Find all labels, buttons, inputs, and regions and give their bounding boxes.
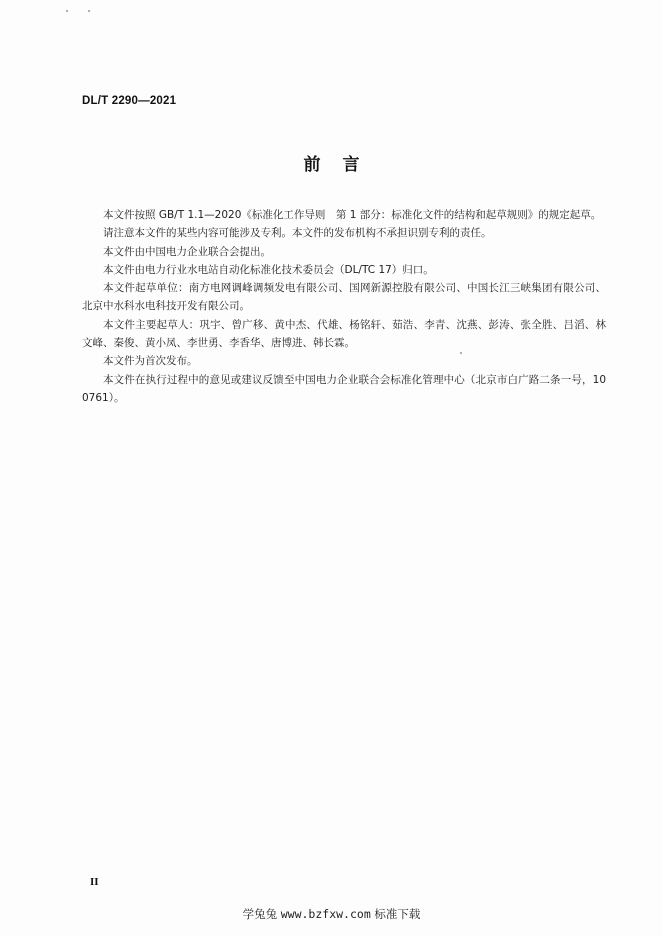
paragraph-patent-notice: 请注意本文件的某些内容可能涉及专利。本文件的发布机构不承担识别专利的责任。 [103,227,492,240]
page-title: 前言 [303,155,382,175]
watermark [0,906,663,922]
document-number: DL/T 2290—2021 [82,95,177,107]
paragraph-first-release: 本文件为首次发布。 [103,355,198,368]
paragraph-drafting-units: 本文件起草单位：南方电网调峰调频发电有限公司、国网新源控股有限公司、中国长江三峡集团有限公司、北京中水科水电科技开发有限公司。 [82,282,606,313]
paragraph-drafting-rules: 本文件按照 GB/T 1.1—2020《标准化工作导则 第 1 部分：标准化文件的结构和起草规则》的规定起草。 [103,209,602,221]
watermark-prefix: 学兔兔 [242,907,281,921]
watermark-suffix: 标准下载 [370,907,421,921]
watermark-url: www.bzfxw.com [280,907,371,921]
paragraph-feedback: 本文件在执行过程中的意见或建议反馈至中国电力企业联合会标准化管理中心（北京市白广路二条一号，100761）。 [82,373,606,404]
paragraph-committee: 本文件由电力行业水电站自动化标准化技术委员会（DL/TC 17）归口。 [103,263,434,276]
scan-speck [66,10,68,12]
paragraph-drafters: 本文件主要起草人：巩宇、曾广移、黄中杰、代雄、杨铭轩、茹浩、李青、沈燕、彭涛、张全胜、吕滔、林文峰、秦俊、黄小凤、李世勇、李香华、唐博进、韩长霖。 [82,318,606,350]
page-number: II [90,876,99,888]
paragraph-proposer: 本文件由中国电力企业联合会提出。 [103,245,271,258]
scan-speck [88,10,90,12]
document-body [82,206,606,407]
